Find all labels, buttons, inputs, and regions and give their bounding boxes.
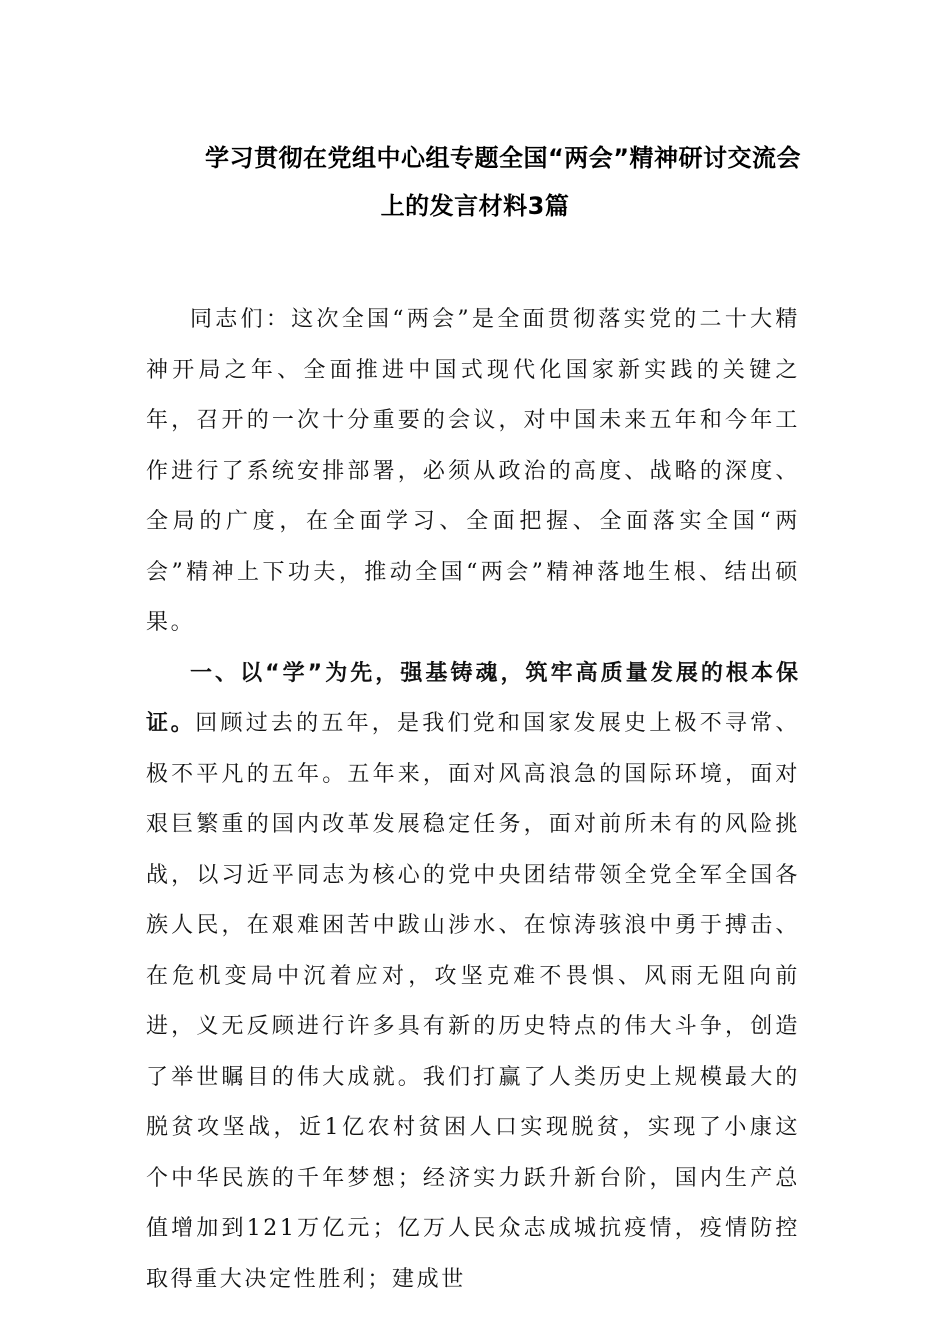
paragraph-text: 回顾过去的五年，是我们党和国家发展史上极不寻常、极不平凡的五年。五年来，面对风高浪急的国际环境，面对艰巨繁重的国内改革发展稳定任务，面对前所未有的风险挑战，以习近平同志为核心的党中央团结带领全党全军全国各族人民，在艰难困苦中跋山涉水、在惊涛骇浪中勇于搏击、在危机变局中沉着应对，攻坚克难不畏惧、风雨无阻向前进，义无反顾进行许多具有新的历史特点的伟大斗争，创造了举世瞩目的伟大成就。我们打赢了人类历史上规模最大的脱贫攻坚战，近1亿农村贫困人口实现脱贫，实现了小康这个中华民族的千年梦想；经济实力跃升新台阶，国内生产总值增加到121万亿元；亿万人民众志成城抗疫情，疫情防控取得重大决定性胜利；建成世 — [146, 711, 800, 1292]
document-body — [146, 295, 800, 1305]
section-heading: 一、以“学”为先，强基铸魂，筑牢高质量发展的根本保证。 — [146, 660, 800, 736]
paragraph-text: 同志们：这次全国“两会”是全面贯彻落实党的二十大精神开局之年、全面推进中国式现代化国家新实践的关键之年，召开的一次十分重要的会议，对中国未来五年和今年工作进行了系统安排部署，必须从政治的高度、战略的深度、全局的广度，在全面学习、全面把握、全面落实全国“两会”精神上下功夫，推动全国“两会”精神落地生根、结出硕果。 — [146, 307, 800, 635]
paragraph-opening — [146, 295, 800, 649]
document-title-line-2: 上的发言材料3篇 — [380, 192, 570, 220]
paragraph-section-one — [146, 649, 800, 1306]
document-title-line-1: 学习贯彻在党组中心组专题全国“两会”精神研讨交流会 — [205, 144, 802, 172]
